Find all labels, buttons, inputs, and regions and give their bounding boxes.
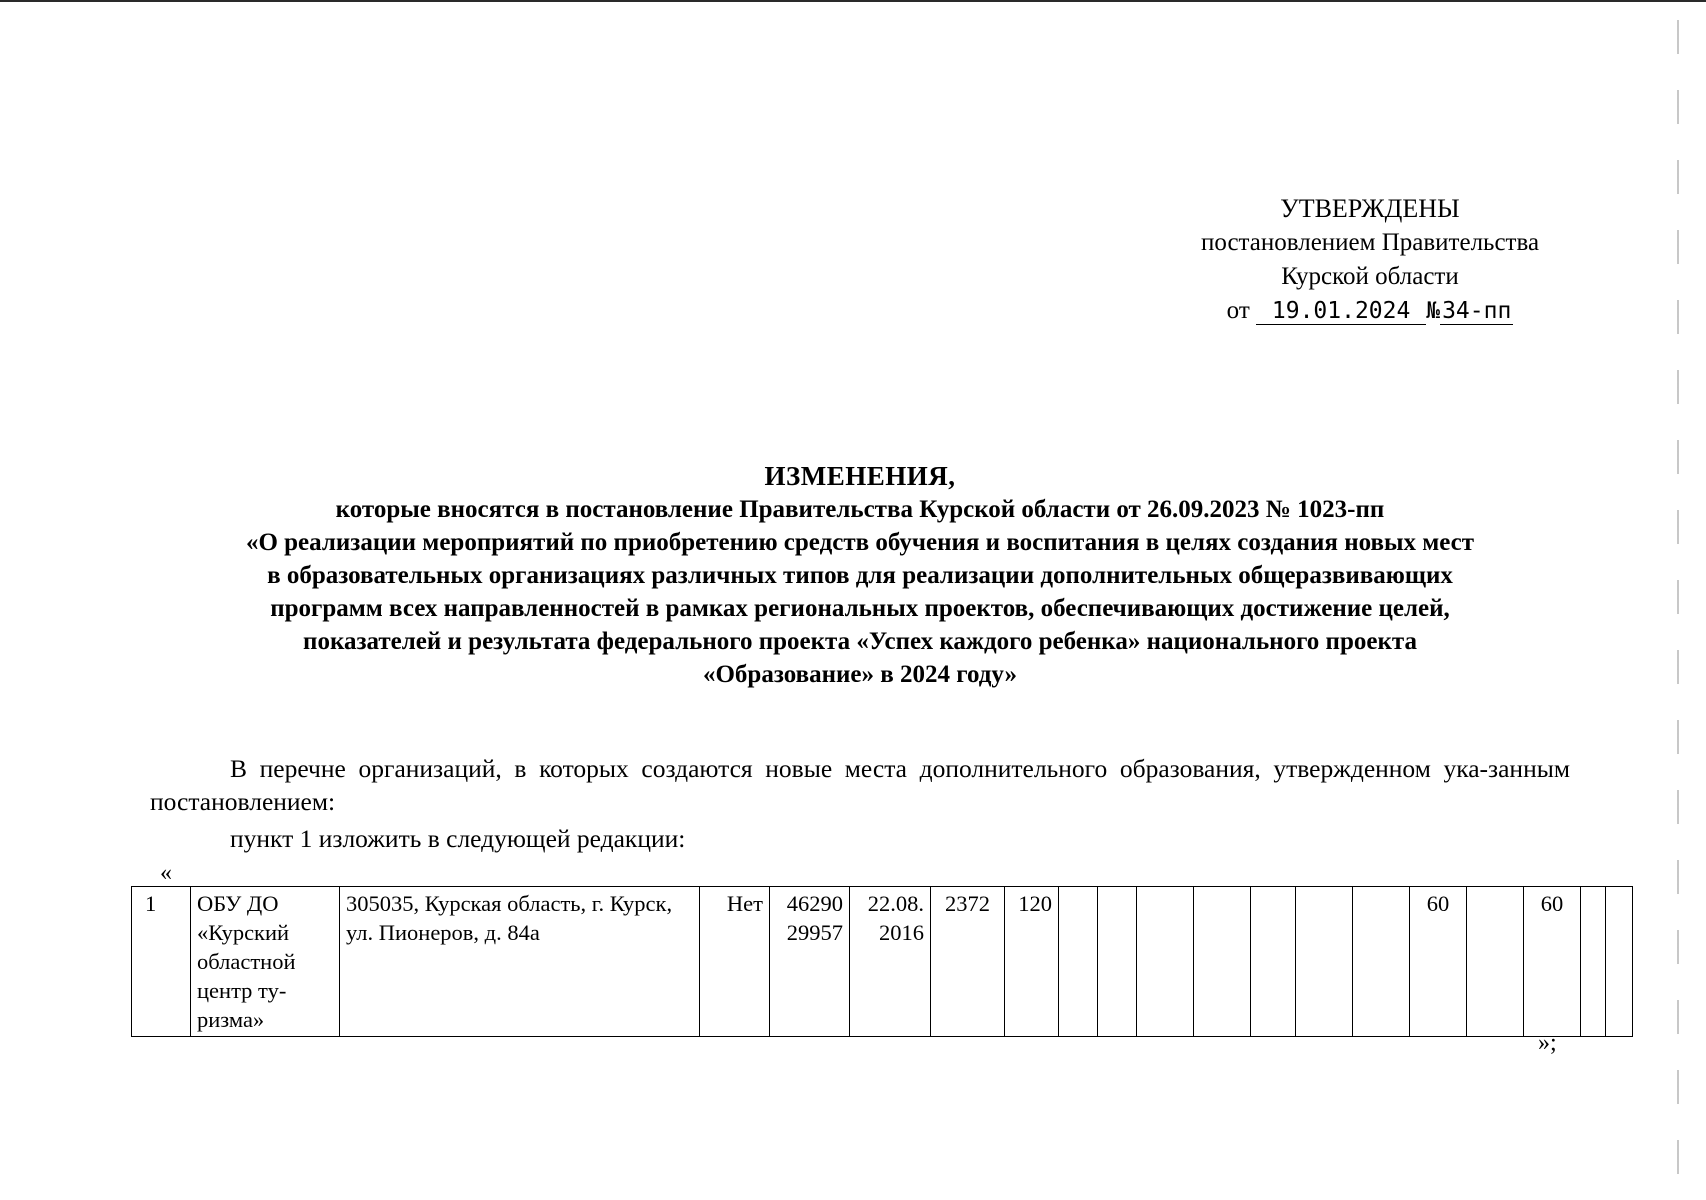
cell-inn: 46290 29957	[770, 887, 850, 1037]
cell-value-b: 60	[1524, 887, 1581, 1037]
approval-number: 34-пп	[1442, 298, 1512, 324]
approval-line-1: постановлением Правительства	[1200, 229, 1540, 256]
cell-license: 2372	[931, 887, 1005, 1037]
cell-empty	[1467, 887, 1524, 1037]
approval-date-line	[1150, 294, 1590, 328]
heading-line: программ всех направленностей в рамках региональных проектов, обеспечивающих достижение целей,	[270, 595, 1450, 622]
cell-empty	[1296, 887, 1353, 1037]
heading-line: в образовательных организациях различных типов для реализации дополнительных общеразвивающих	[267, 562, 1453, 589]
approval-stamp	[1150, 192, 1590, 328]
cell-capacity: 120	[1005, 887, 1059, 1037]
open-quote: «	[160, 860, 172, 886]
close-quote: »;	[1538, 1030, 1557, 1056]
cell-number: 1	[132, 887, 191, 1037]
scan-edge-marks	[1677, 20, 1679, 1180]
cell-empty	[1194, 887, 1251, 1037]
approval-title: УТВЕРЖДЕНЫ	[1280, 194, 1460, 223]
cell-empty	[1059, 887, 1098, 1037]
cell-value-a: 60	[1410, 887, 1467, 1037]
approval-date: 19.01.2024	[1256, 298, 1426, 325]
cell-address: 305035, Курская область, г. Курск, ул. Пионеров, д. 84а	[340, 887, 700, 1037]
date-prefix: от	[1226, 297, 1250, 324]
organization-table	[131, 886, 1633, 1037]
cell-empty	[1353, 887, 1410, 1037]
cell-owner: Нет	[700, 887, 770, 1037]
table-row	[132, 887, 1633, 1037]
cell-empty	[1137, 887, 1194, 1037]
heading-line: «О реализации мероприятий по приобретению средств обучения и воспитания в целях создания новых мест	[245, 529, 1475, 556]
approval-line-2: Курской области	[1281, 263, 1459, 290]
body-paragraph-2: пункт 1 изложить в следующей редакции:	[230, 824, 686, 853]
heading-line: показателей и результата федерального проекта «Успех каждого ребенка» национального проекта	[303, 628, 1417, 655]
heading-line: «Образование» в 2024 году»	[702, 661, 1018, 688]
heading-title: ИЗМЕНЕНИЯ,	[764, 461, 956, 491]
cell-org-name: ОБУ ДО «Курский областной центр ту-ризма»	[191, 887, 340, 1037]
document-heading	[150, 460, 1570, 691]
cell-empty	[1581, 887, 1606, 1037]
body-paragraph-1: В перечне организаций, в которых создаются новые места дополнительного образования, утвержденном ука-занным постановлением:	[150, 754, 1570, 816]
cell-empty	[1606, 887, 1633, 1037]
page-top-border	[0, 0, 1706, 2]
cell-empty	[1251, 887, 1296, 1037]
cell-empty	[1098, 887, 1137, 1037]
number-sign: №	[1426, 298, 1441, 324]
heading-line: которые вносятся в постановление Правительства Курской области от 26.09.2023 № 1023-пп	[335, 496, 1385, 523]
cell-date: 22.08. 2016	[850, 887, 931, 1037]
